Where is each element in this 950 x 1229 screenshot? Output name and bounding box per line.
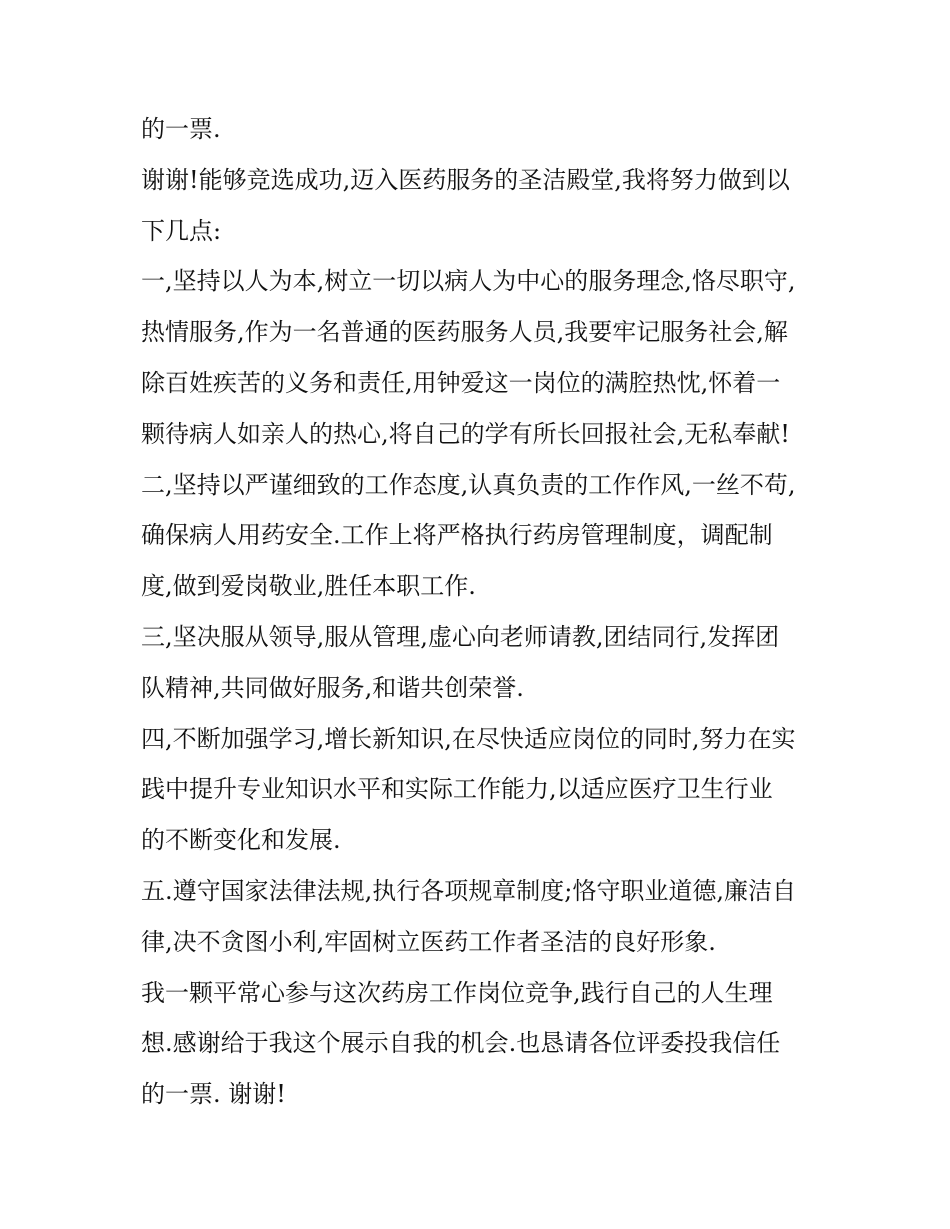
text-line: 五.遵守国家法律法规,执行各项规章制度;恪守职业道德,廉洁自 [141,876,796,905]
text-line: 律,决不贪图小利,牢固树立医药工作者圣洁的良好形象. [141,927,716,956]
text-line: 确保病人用药安全.工作上将严格执行药房管理制度，调配制 [141,521,773,550]
text-line: 的不断变化和发展. [141,826,341,855]
text-line: 队精神,共同做好服务,和谐共创荣誉. [141,673,524,702]
text-line: 我一颗平常心参与这次药房工作岗位竞争,践行自己的人生理 [141,978,773,1007]
text-line: 热情服务,作为一名普通的医药服务人员,我要牢记服务社会,解 [141,318,788,347]
body-text [141,104,821,1120]
text-line: 四,不断加强学习,增长新知识,在尽快适应岗位的同时,努力在实 [141,724,796,753]
text-line: 除百姓疾苦的义务和责任,用钟爱这一岗位的满腔热忱,怀着一 [141,368,781,397]
text-line: 下几点: [141,216,222,245]
text-line: 颗待病人如亲人的热心,将自己的学有所长回报社会,无私奉献! [141,419,790,448]
text-line: 谢谢!能够竞选成功,迈入医药服务的圣洁殿堂,我将努力做到以 [141,165,790,194]
text-line: 二,坚持以严谨细致的工作态度,认真负责的工作作风,一丝不苟, [141,470,796,499]
text-line: 想.感谢给于我这个展示自我的机会.也恳请各位评委投我信任 [141,1029,781,1058]
text-line: 三,坚决服从领导,服从管理,虚心向老师请教,团结同行,发挥团 [141,622,780,651]
text-line: 度,做到爱岗敬业,胜任本职工作. [141,572,476,601]
text-line: 践中提升专业知识水平和实际工作能力,以适应医疗卫生行业 [141,775,773,804]
text-line: 的一票. 谢谢! [141,1080,286,1109]
text-line: 的一票. [141,115,221,143]
text-line: 一,坚持以人为本,树立一切以病人为中心的服务理念,恪尽职守, [141,267,796,296]
